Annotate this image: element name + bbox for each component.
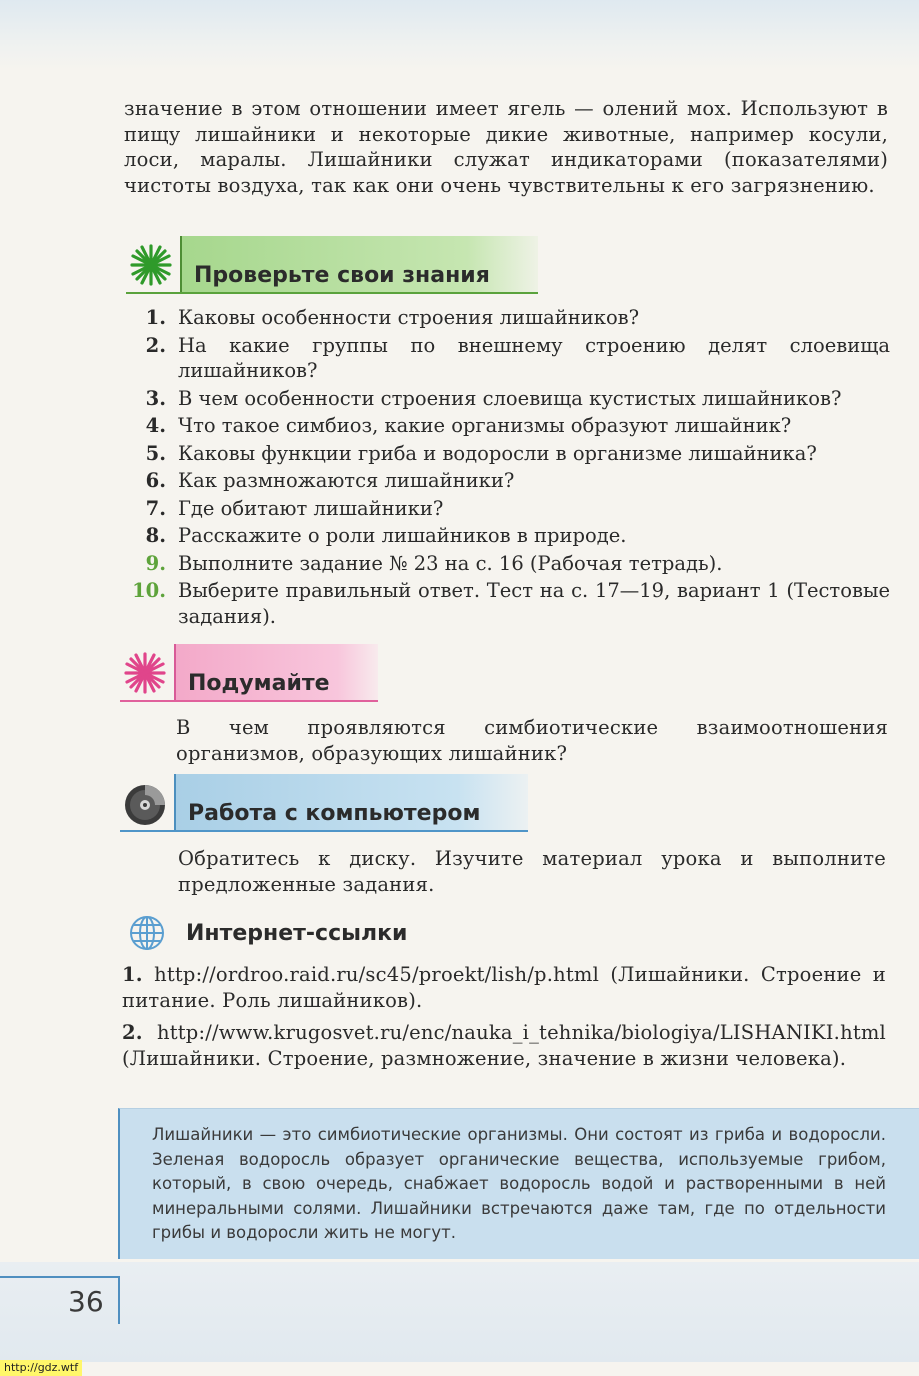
check-knowledge-title: Проверьте свои знания (194, 263, 490, 288)
question-text: Расскажите о роли лишайников в природе. (178, 524, 627, 547)
header-underline (126, 292, 538, 294)
green-star-icon (128, 242, 174, 288)
question-number: 6. (145, 469, 166, 492)
question-number: 7. (145, 496, 166, 520)
question-text: Где обитают лишайники? (178, 496, 444, 520)
bottom-band (0, 1262, 919, 1362)
watermark: http://gdz.wtf (0, 1360, 82, 1376)
question-text: Как размножаются лишайники? (178, 469, 515, 492)
question-number: 5. (145, 441, 166, 465)
link-text[interactable]: http://www.krugosvet.ru/enc/nauka_i_tehnika/biologiya/LISHANIKI.html (Лишайники. Строение, размножение, значение в жизни человека). (122, 1021, 886, 1070)
question-number: 8. (145, 524, 166, 547)
internet-link-2 (122, 1020, 886, 1071)
summary-box (118, 1108, 919, 1259)
summary-text: Лишайники — это симбиотические организмы. Они состоят из гриба и водоросли. Зеленая водоросль образует органические вещества, используемые грибом, который, в свою очередь, снабжает водоросль водой и растворенными в ней минеральными солями. Лишайники встречаются даже там, где по отдельности грибы и водоросли жить не могут. (152, 1125, 886, 1242)
list-item (130, 468, 890, 494)
link-number: 1. (122, 963, 143, 986)
list-item (130, 523, 890, 549)
question-text: Каковы особенности строения лишайников? (178, 306, 640, 329)
disc-icon (122, 782, 168, 828)
question-text: Выполните задание № 23 на с. 16 (Рабочая тетрадь). (178, 551, 723, 575)
question-number: 4. (145, 414, 166, 437)
list-item (130, 441, 890, 467)
question-text: На какие группы по внешнему строению делят слоевища лишайников? (178, 333, 890, 382)
page-number-line (0, 1276, 120, 1278)
question-number: 3. (145, 386, 166, 410)
question-number: 10. (132, 579, 166, 602)
list-item (130, 496, 890, 522)
globe-icon (128, 914, 166, 952)
page-number-rule (118, 1278, 120, 1324)
list-item (130, 551, 890, 577)
list-item (130, 413, 890, 439)
question-text: Что такое симбиоз, какие организмы образуют лишайник? (178, 414, 792, 437)
top-band (0, 0, 919, 70)
list-item (130, 386, 890, 412)
question-number: 2. (145, 333, 166, 357)
page-number: 36 (68, 1285, 104, 1318)
intro-paragraph: значение в этом отношении имеет ягель — олений мох. Используют в пищу лишайники и некоторые дикие животные, например косули, лоси, маралы. Лишайники служат индикаторами (показателями) чистоты воздуха, так как они очень чувствительны к его загрязнению. (124, 97, 888, 197)
question-text: В чем особенности строения слоевища кустистых лишайников? (178, 386, 842, 410)
question-number: 9. (145, 551, 166, 575)
pink-star-icon (122, 650, 168, 696)
header-underline (120, 700, 378, 702)
internet-link-1 (122, 962, 886, 1013)
question-text: Выберите правильный ответ. Тест на с. 17—19, вариант 1 (Тестовые задания). (178, 579, 890, 628)
think-title: Подумайте (188, 671, 330, 696)
question-text: Каковы функции гриба и водоросли в организме лишайника? (178, 441, 817, 465)
link-text[interactable]: http://ordroo.raid.ru/sc45/proekt/lish/p.html (Лишайники. Строение и питание. Роль лишайников). (122, 963, 887, 1012)
questions-list (130, 305, 890, 631)
link-number: 2. (122, 1021, 143, 1044)
think-header (120, 644, 378, 702)
computer-title: Работа с компьютером (188, 801, 481, 826)
think-text: В чем проявляются симбиотические взаимоотношения организмов, образующих лишайник? (176, 716, 888, 765)
computer-text: Обратитесь к диску. Изучите материал урока и выполните предложенные задания. (178, 847, 886, 896)
header-underline (120, 830, 528, 832)
question-number: 1. (145, 306, 166, 329)
list-item (130, 333, 890, 384)
list-item (130, 578, 890, 629)
check-knowledge-header (126, 236, 538, 294)
internet-links-title: Интернет-ссылки (186, 921, 408, 946)
computer-header (120, 774, 528, 832)
list-item (130, 305, 890, 331)
